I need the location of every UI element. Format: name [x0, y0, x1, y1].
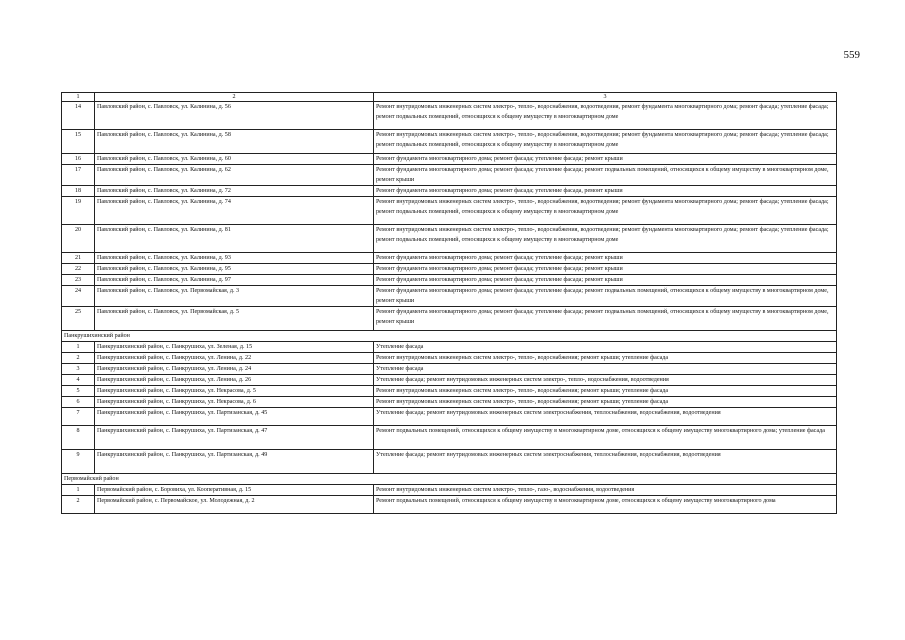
header-col-2: 2 [95, 93, 374, 102]
table-row [62, 485, 837, 496]
row-address: Павловский район, с. Павловск, ул. Калинина, д. 95 [95, 264, 374, 275]
row-address: Павловский район, с. Павловск, ул. Калинина, д. 81 [95, 225, 374, 253]
district-title: Панкрушихинский район [62, 331, 837, 342]
page-number: 559 [843, 49, 860, 61]
row-works: Утепление фасада; ремонт внутридомовых инженерных систем электроснабжения, теплоснабжения, водоснабжения, водоотведения [374, 450, 837, 474]
table-row [62, 253, 837, 264]
row-number: 19 [62, 197, 95, 225]
row-address: Павловский район, с. Павловск, ул. Калинина, д. 60 [95, 154, 374, 165]
row-number: 22 [62, 264, 95, 275]
row-works: Ремонт внутридомовых инженерных систем электро-, тепло-, водоснабжения; ремонт крыши; утепление фасада [374, 397, 837, 408]
table-row [62, 154, 837, 165]
table-row [62, 342, 837, 353]
row-address: Павловский район, с. Павловск, ул. Калинина, д. 93 [95, 253, 374, 264]
table-row [62, 130, 837, 154]
table-row [62, 165, 837, 186]
row-address: Павловский район, с. Павловск, ул. Калинина, д. 74 [95, 197, 374, 225]
table-header-row [62, 93, 837, 102]
row-works: Утепление фасада; ремонт внутридомовых инженерных систем электро-, тепло-, водоснабжения, водоотведения [374, 375, 837, 386]
table-row [62, 307, 837, 331]
row-address: Павловский район, с. Павловск, ул. Калинина, д. 97 [95, 275, 374, 286]
row-address: Павловский район, с. Павловск, ул. Калинина, д. 72 [95, 186, 374, 197]
row-works: Ремонт фундамента многоквартирного дома; ремонт фасада; утепление фасада; ремонт крыши [374, 264, 837, 275]
row-address: Панкрушихинский район, с. Панкрушиха, ул. Зеленая, д. 15 [95, 342, 374, 353]
table-row [62, 186, 837, 197]
row-address: Панкрушихинский район, с. Панкрушиха, ул. Ленина, д. 26 [95, 375, 374, 386]
row-works: Ремонт подвальных помещений, относящихся к общему имуществу в многоквартирном доме, относящихся к общему имуществу многоквартирного дома; утепление фасада [374, 426, 837, 450]
row-number: 2 [62, 496, 95, 514]
row-number: 16 [62, 154, 95, 165]
row-works: Утепление фасада; ремонт внутридомовых инженерных систем электроснабжения, теплоснабжения, водоснабжения, водоотведения [374, 408, 837, 426]
row-works: Ремонт фундамента многоквартирного дома; ремонт фасада; утепление фасада; ремонт крыши [374, 253, 837, 264]
table-row [62, 386, 837, 397]
row-works: Ремонт внутридомовых инженерных систем электро-, тепло-, водоснабжения, водоотведения; ремонт фундамента многоквартирного дома; ремонт фасада; утепление фасада; ремонт подвальных помещений, относящихся к общему имуществу в многоквартирном доме [374, 197, 837, 225]
row-number: 5 [62, 386, 95, 397]
table-row [62, 286, 837, 307]
table-body [62, 102, 837, 514]
row-address: Павловский район, с. Павловск, ул. Калинина, д. 62 [95, 165, 374, 186]
header-col-3: 3 [374, 93, 837, 102]
row-address: Первомайский район, с. Боровиха, ул. Кооперативная, д. 15 [95, 485, 374, 496]
row-works: Ремонт внутридомовых инженерных систем электро-, тепло-, водоснабжения; ремонт крыши; утепление фасада [374, 386, 837, 397]
row-address: Павловский район, с. Павловск, ул. Калинина, д. 56 [95, 102, 374, 130]
row-number: 18 [62, 186, 95, 197]
row-number: 7 [62, 408, 95, 426]
row-address: Павловский район, с. Павловск, ул. Первомайская, д. 3 [95, 286, 374, 307]
row-works: Ремонт фундамента многоквартирного дома; ремонт фасада; утепление фасада; ремонт крыши [374, 275, 837, 286]
row-address: Панкрушихинский район, с. Панкрушиха, ул. Партизанская, д. 49 [95, 450, 374, 474]
row-address: Павловский район, с. Павловск, ул. Калинина, д. 58 [95, 130, 374, 154]
row-works: Ремонт внутридомовых инженерных систем электро-, тепло-, водоснабжения, водоотведения; ремонт фундамента многоквартирного дома; ремонт фасада; утепление фасада; ремонт подвальных помещений, относящихся к общему имуществу в многоквартирном доме [374, 225, 837, 253]
row-address: Панкрушихинский район, с. Панкрушиха, ул. Партизанская, д. 47 [95, 426, 374, 450]
row-address: Панкрушихинский район, с. Панкрушиха, ул. Некрасова, д. 5 [95, 386, 374, 397]
row-works: Ремонт фундамента многоквартирного дома; ремонт фасада; утепление фасада; ремонт подвальных помещений, относящихся к общему имуществу в многоквартирном доме, ремонт крыши [374, 307, 837, 331]
row-address: Павловский район, с. Павловск, ул. Первомайская, д. 5 [95, 307, 374, 331]
row-number: 6 [62, 397, 95, 408]
table-row [62, 197, 837, 225]
table-row [62, 275, 837, 286]
row-address: Панкрушихинский район, с. Панкрушиха, ул. Некрасова, д. 6 [95, 397, 374, 408]
row-address: Панкрушихинский район, с. Панкрушиха, ул. Ленина, д. 22 [95, 353, 374, 364]
table-row [62, 225, 837, 253]
row-number: 1 [62, 485, 95, 496]
row-number: 3 [62, 364, 95, 375]
row-address: Первомайский район, с. Первомайское, ул. Молодежная, д. 2 [95, 496, 374, 514]
row-number: 14 [62, 102, 95, 130]
works-table [61, 92, 837, 514]
table-row [62, 102, 837, 130]
row-number: 24 [62, 286, 95, 307]
row-number: 20 [62, 225, 95, 253]
row-works: Ремонт подвальных помещений, относящихся к общему имуществу в многоквартирном доме, относящихся к общему имуществу многоквартирного дома [374, 496, 837, 514]
row-works: Утепление фасада [374, 364, 837, 375]
row-number: 2 [62, 353, 95, 364]
row-number: 9 [62, 450, 95, 474]
table-row [62, 426, 837, 450]
row-works: Ремонт фундамента многоквартирного дома; ремонт фасада; утепление фасада; ремонт подвальных помещений, относящихся к общему имуществу в многоквартирном доме, ремонт крыши [374, 286, 837, 307]
row-number: 4 [62, 375, 95, 386]
row-number: 15 [62, 130, 95, 154]
row-number: 23 [62, 275, 95, 286]
row-number: 21 [62, 253, 95, 264]
district-section-row [62, 474, 837, 485]
row-address: Панкрушихинский район, с. Панкрушиха, ул. Партизанская, д. 45 [95, 408, 374, 426]
row-works: Ремонт фундамента многоквартирного дома; ремонт фасада; утепление фасада, ремонт крыши [374, 186, 837, 197]
row-number: 1 [62, 342, 95, 353]
row-works: Утепление фасада [374, 342, 837, 353]
table-row [62, 397, 837, 408]
district-section-row [62, 331, 837, 342]
table-row [62, 450, 837, 474]
row-works: Ремонт внутридомовых инженерных систем электро-, тепло-, водоснабжения; ремонт крыши; утепление фасада [374, 353, 837, 364]
row-address: Панкрушихинский район, с. Панкрушиха, ул. Ленина, д. 24 [95, 364, 374, 375]
table-row [62, 353, 837, 364]
row-works: Ремонт фундамента многоквартирного дома; ремонт фасада; утепление фасада; ремонт подвальных помещений, относящихся к общему имуществу в многоквартирном доме, ремонт крыши [374, 165, 837, 186]
header-col-1: 1 [62, 93, 95, 102]
district-title: Первомайский район [62, 474, 837, 485]
table-row [62, 375, 837, 386]
table-row [62, 408, 837, 426]
row-number: 8 [62, 426, 95, 450]
row-number: 17 [62, 165, 95, 186]
row-works: Ремонт внутридомовых инженерных систем электро-, тепло-, водоснабжения, водоотведения, ремонт фундамента многоквартирного дома; ремонт фасада; утепление фасада; ремонт подвальных помещений, относящихся к общему имуществу в многоквартирном доме [374, 102, 837, 130]
row-works: Ремонт внутридомовых инженерных систем электро-, тепло-, водоснабжения, водоотведения; ремонт фундамента многоквартирного дома; ремонт фасада; утепление фасада; ремонт подвальных помещений, относящихся к общему имуществу в многоквартирном доме [374, 130, 837, 154]
table-row [62, 496, 837, 514]
table-row [62, 364, 837, 375]
row-works: Ремонт внутридомовых инженерных систем электро-, тепло-, газо-, водоснабжения, водоотведения [374, 485, 837, 496]
table-row [62, 264, 837, 275]
row-works: Ремонт фундамента многоквартирного дома; ремонт фасада; утепление фасада; ремонт крыши [374, 154, 837, 165]
row-number: 25 [62, 307, 95, 331]
